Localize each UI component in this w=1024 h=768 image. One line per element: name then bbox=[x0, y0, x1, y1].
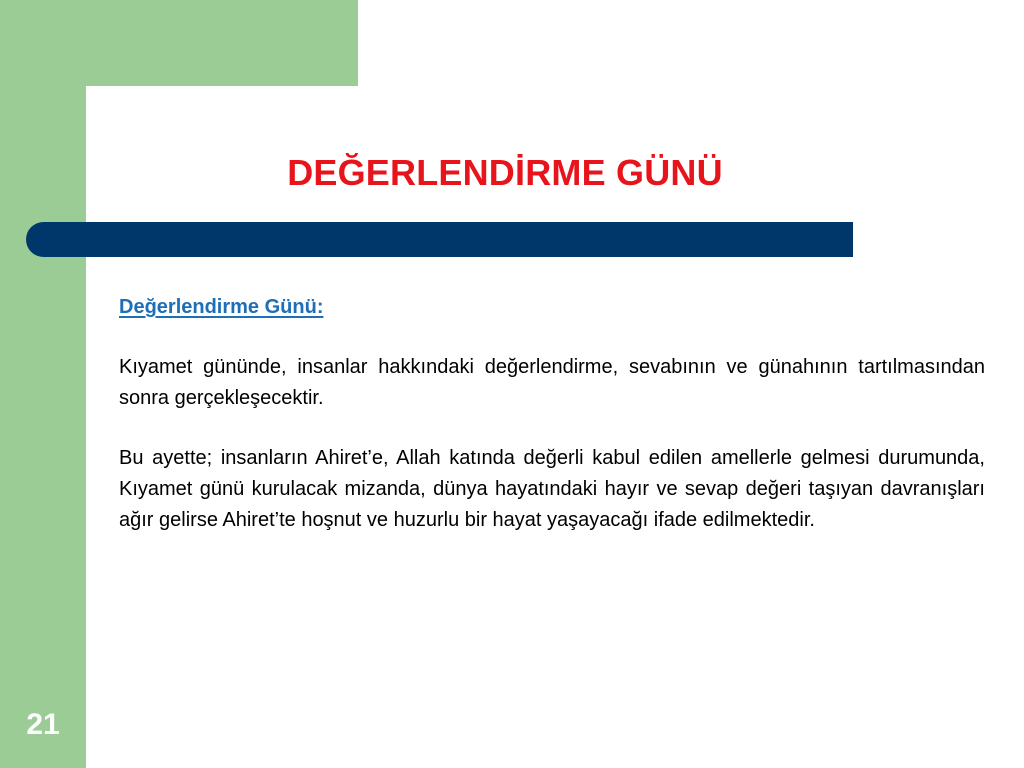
green-side-frame bbox=[0, 0, 86, 768]
green-top-frame bbox=[0, 0, 358, 86]
body-paragraph-2: Bu ayette; insanların Ahiret’e, Allah katında değerli kabul edilen amellerle gelmesi durumunda, Kıyamet günü kurulacak mizanda, dünya hayatındaki hayır ve sevap değeri taşıyan davranışları ağır gelirse Ahiret’te hoşnut ve huzurlu bir hayat yaşayacağı ifade edilmektedir. bbox=[119, 447, 985, 531]
slide-title: DEĞERLENDİRME GÜNÜ bbox=[287, 152, 723, 193]
title-underline-bar bbox=[26, 222, 853, 257]
body-subheading: Değerlendirme Günü: bbox=[119, 296, 324, 318]
body-paragraph-1: Kıyamet gününde, insanlar hakkındaki değerlendirme, sevabının ve günahının tartılmasından sonra gerçekleşecektir. bbox=[119, 356, 985, 409]
slide-page-number: 21 bbox=[26, 708, 60, 741]
slide-body bbox=[119, 292, 985, 565]
